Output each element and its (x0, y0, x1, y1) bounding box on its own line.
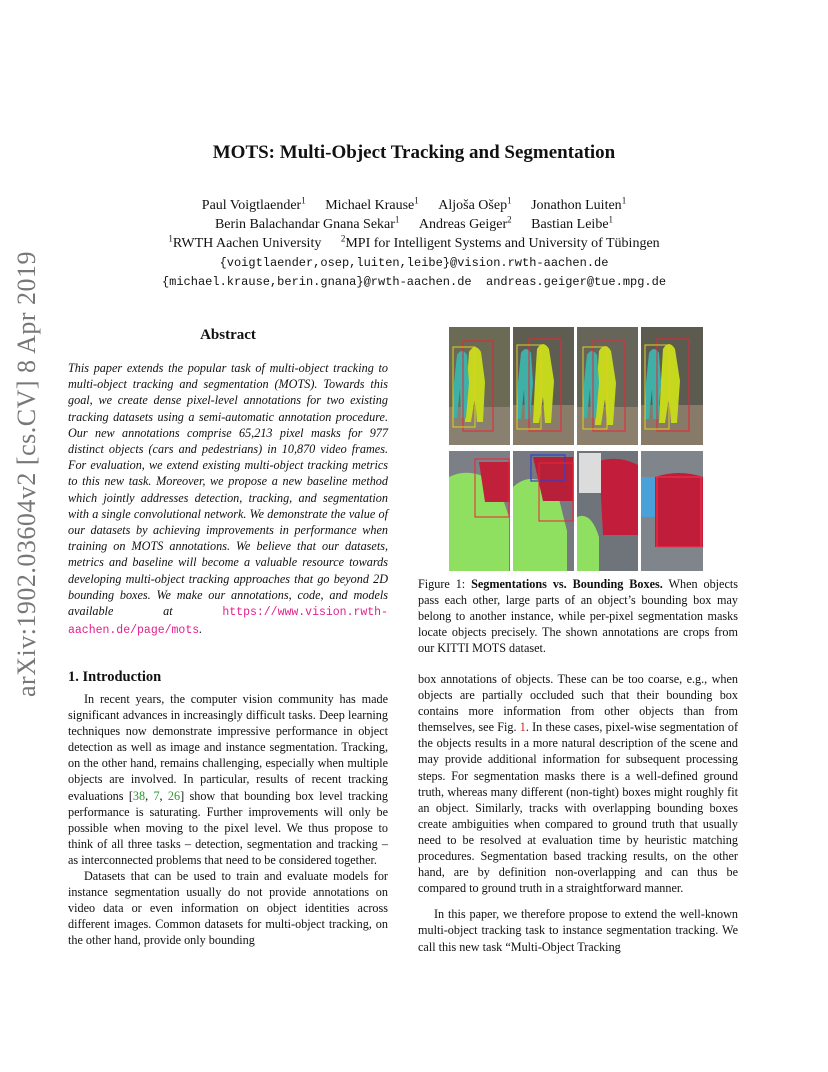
author: Aljoša Ošep$^1$ (438, 195, 512, 213)
figure-1-caption (418, 576, 738, 656)
abstract-text: This paper extends the popular task of multi-object tracking to multi-object tracking and segmentation (MOTS). Towards this goal, we create dense pixel-level annotations for two existing tracking datasets using a semi-automatic annotation procedure. Our new annotations comprise 65,213 pixel masks for 977 distinct objects (cars and pedestrians) in 10,870 video frames. For evaluation, we extend existing multi-object tracking metrics to this new task. Moreover, we propose a new baseline method which jointly addresses detection, tracking, and segmentation with a single convolutional network. We demonstrate the value of our datasets by achieving improvements in performance when training on MOTS annotations. We believe that our datasets, metrics and baseline will become a valuable resource towards developing multi-object tracking approaches that go beyond 2D bounding boxes. We make our annotations, code, and models available at (68, 361, 388, 619)
intro-heading: 1. Introduction (68, 669, 162, 685)
author: Bastian Leibe$^1$ (531, 214, 614, 232)
citation-link[interactable]: 7 (153, 788, 160, 803)
abstract-heading: Abstract (200, 327, 256, 343)
pedestrian-crop-2 (513, 327, 574, 445)
authors-line-1 (0, 195, 828, 214)
paragraph: box annotations of objects. These can be too coarse, e.g., when objects are partially occluded such that their bounding box contains more information from other objects than from themselves, see Fig. 1. In these cases, pixel-wise segmentation of the objects results in a more natural description of the scene and may provide additional information for subsequent processing steps. For segmentation masks there is a well-defined ground truth, whereas many different (non-tight) boxes might roughly fit an object. Similarly, tracks with overlapping bounding boxes create ambiguities when compared to ground truth that usually need to be resolved at evaluation time by heuristic matching procedures. Segmentation based tracking results, on the other hand, are by definition non-overlapping and can thus be compared to ground truth in a straightforward manner. (418, 672, 738, 896)
email-line-1: {voigtlaender,osep,luiten,leibe}@vision.rwth-aachen.de (219, 256, 609, 270)
caption-text: When objects pass each other, large parts of an object’s bounding box may belong to another instance, while per-pixel segmentation masks locate objects precisely. The shown annotations are crops from our KITTI MOTS dataset. (418, 577, 738, 656)
affiliation: $^2$MPI for Intelligent Systems and University of Tübingen (340, 233, 660, 251)
intro-column-left (68, 691, 388, 949)
car-crop-1 (449, 451, 510, 571)
paper-title: MOTS: Multi-Object Tracking and Segmentation (212, 142, 616, 163)
figure-1-image-grid (449, 327, 703, 571)
caption-label: Figure 1: (418, 577, 466, 591)
caption-bold: Segmentations vs. Bounding Boxes. (471, 577, 663, 591)
intro-column-right (418, 671, 738, 955)
citation-link[interactable]: 38 (132, 788, 146, 803)
affiliations (0, 233, 828, 252)
authors-line-2 (0, 214, 828, 233)
paragraph: In this paper, we therefore propose to extend the well-known multi-object tracking task to instance segmentation tracking. We call this new task “Multi-Object Tracking (418, 907, 738, 954)
car-crop-2 (513, 451, 574, 571)
author: Jonathon Luiten$^1$ (531, 195, 627, 213)
author: Berin Balachandar Gnana Sekar$^1$ (214, 214, 400, 232)
author: Paul Voigtlaender$^1$ (201, 195, 306, 213)
arxiv-stamp: arXiv:1902.03604v2 [cs.CV] 8 Apr 2019 (12, 250, 41, 697)
affiliation: $^1$RWTH Aachen University (168, 233, 322, 251)
figure-ref-link[interactable]: 1 (519, 720, 526, 735)
author: Michael Krause$^1$ (325, 195, 419, 213)
citation-link[interactable]: 26 (167, 788, 181, 803)
pedestrian-crop-3 (577, 327, 638, 445)
paragraph: In recent years, the computer vision community has made significant advances in increasingly difficult tasks. Deep learning techniques now demonstrate impressive performance in object detection as well as image and instance segmentation. Tracking, on the other hand, remains challenging, especially when multiple objects are involved. In particular, results of recent tracking evaluations [38, 7, 26] show that bounding box level tracking performance is saturating. Further improvements will only be possible when moving to the pixel level. We thus propose to think of all three tasks – detection, segmentation and tracking – as interconnected problems that need to be considered together. (68, 692, 389, 867)
email-line-2: {michael.krause,berin.gnana}@rwth-aachen.de andreas.geiger@tue.mpg.de (161, 275, 667, 289)
pedestrian-crop-4 (641, 327, 703, 445)
car-crop-4 (641, 451, 703, 571)
car-crop-3 (577, 451, 638, 571)
author: Andreas Geiger$^2$ (418, 214, 512, 232)
abstract-body: This paper extends the popular task of multi-object tracking to multi-object tracking and segmentation (MOTS). Towards this goal, we create dense pixel-level annotations for two existing tracking datasets using a semi-automatic annotation procedure. Our new annotations comprise 65,213 pixel masks for 977 distinct objects (cars and pedestrians) in 10,870 video frames. For evaluation, we extend existing multi-object tracking metrics to this new task. Moreover, we propose a new baseline method which jointly addresses detection, tracking, and segmentation with a single convolutional network. We demonstrate the value of our datasets by achieving improvements in performance when training on MOTS annotations. We believe that our datasets, metrics and baseline will become a valuable resource towards developing multi-object tracking approaches that go beyond 2D bounding boxes. We make our annotations, code, and models available at https://www.vision.rwth-aachen.de/page/mots. (68, 361, 388, 638)
paragraph: Datasets that can be used to train and evaluate models for instance segmentation usually do not provide annotations on video data or even information on object identities across different images. Common datasets for multi-object tracking, on the other hand, provide only bounding (68, 869, 388, 948)
pedestrian-crop-1 (449, 327, 510, 445)
project-link[interactable]: https://www.vision.rwth-aachen.de/page/mots (68, 606, 388, 638)
